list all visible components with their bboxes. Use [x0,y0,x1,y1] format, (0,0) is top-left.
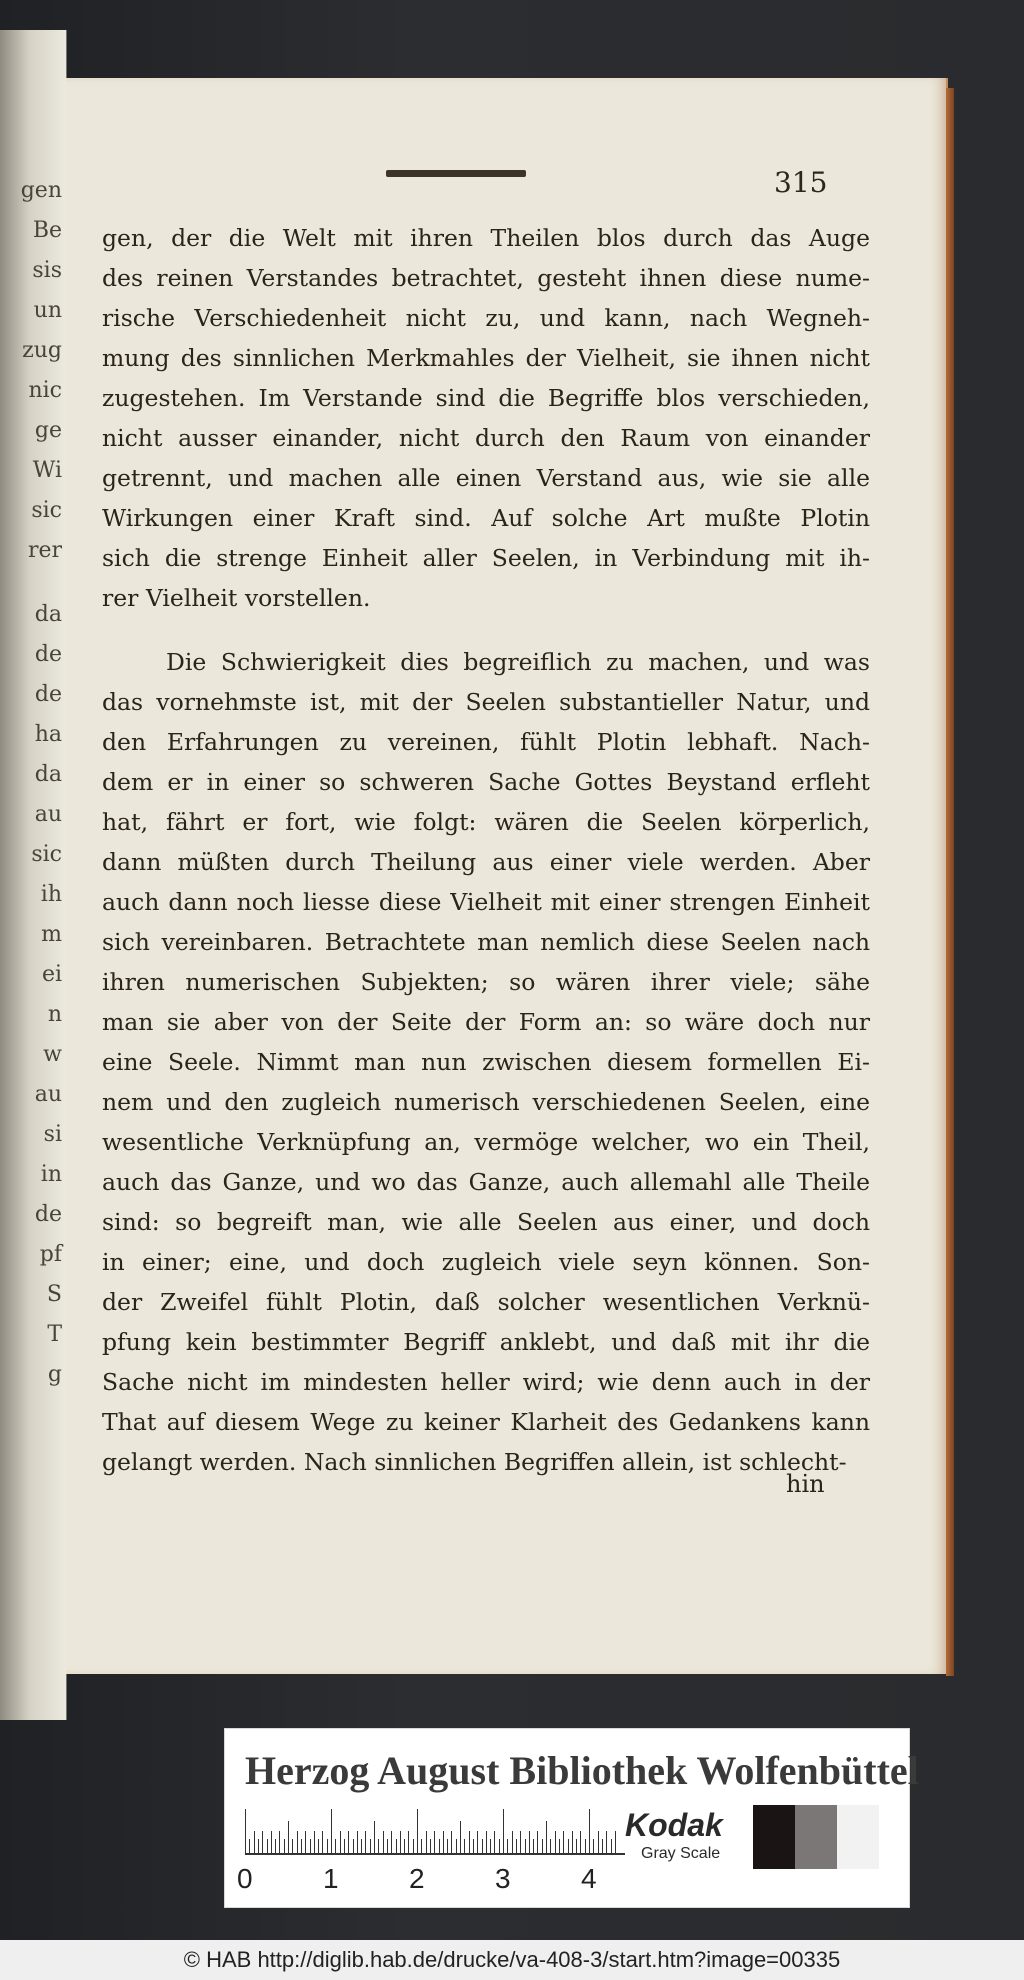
ruler-tick [533,1839,534,1853]
left-page-fragment: sis [32,258,62,283]
scale-ruler [245,1809,625,1855]
ruler-tick [396,1839,397,1853]
ruler-tick [464,1839,465,1853]
ruler-tick [542,1839,543,1853]
gray-patch [753,1805,795,1869]
ruler-tick [340,1831,341,1853]
ruler-tick [288,1821,289,1853]
ruler-tick [585,1839,586,1853]
text-line: der Zweifel fühlt Plotin, daß solcher wesentlichen Verknü- [102,1288,870,1316]
left-page-fragment: un [33,298,62,323]
left-page-fragment: pf [39,1242,62,1267]
ruler-tick [404,1839,405,1853]
text-line: sich die strenge Einheit aller Seelen, in Verbindung mit ih- [102,544,870,572]
text-line: auch das Ganze, und wo das Ganze, auch allemahl alle Theile [102,1168,870,1196]
text-line: man sie aber von der Seite der Form an: so wäre doch nur [102,1008,870,1036]
text-line: das vornehmste ist, mit der Seelen substantieller Natur, und [102,688,870,716]
gray-patch [795,1805,837,1869]
text-line: dem er in einer so schweren Sache Gottes Beystand erfleht [102,768,870,796]
ruler-tick [262,1831,263,1853]
ruler-tick [318,1839,319,1853]
library-name: Herzog August Bibliothek Wolfenbüttel [245,1748,919,1793]
ruler-tick [460,1821,461,1853]
ruler-tick [537,1831,538,1853]
ruler-tick [486,1831,487,1853]
ruler-tick [258,1839,259,1853]
left-page-fragment: m [41,922,62,947]
color-ruler-card [224,1728,919,1908]
ruler-tick [473,1839,474,1853]
ruler-tick [383,1831,384,1853]
ruler-tick [357,1831,358,1853]
ruler-tick [284,1839,285,1853]
ruler-tick [292,1839,293,1853]
left-page-fragment: ge [34,418,62,443]
ruler-tick [447,1839,448,1853]
ruler-tick [602,1839,603,1853]
ruler-tick [310,1839,311,1853]
ruler-tick [490,1839,491,1853]
ruler-tick [400,1831,401,1853]
text-line: auch dann noch liesse diese Vielheit mit einer strengen Einheit [102,888,870,916]
ruler-tick [249,1839,250,1853]
left-page-fragment: de [34,1202,62,1227]
gray-scale-patches [753,1805,881,1869]
text-line: That auf diesem Wege zu keiner Klarheit des Gedankens kann [102,1408,870,1436]
left-page-fragment: ha [34,722,62,747]
ruler-tick [550,1839,551,1853]
ruler-tick [572,1831,573,1853]
ruler-tick [593,1839,594,1853]
text-line: Sache nicht im mindesten heller wird; wie denn auch in der [102,1368,870,1396]
left-page-fragment: sic [31,498,62,523]
ruler-tick [525,1839,526,1853]
left-page-fragment: rer [27,538,62,563]
text-line: getrennt, und machen alle einen Verstand aus, wie sie alle [102,464,870,492]
ruler-tick [361,1839,362,1853]
text-line: den Erfahrungen zu vereinen, fühlt Plotin lebhaft. Nach- [102,728,870,756]
ruler-tick [426,1831,427,1853]
body-text [102,218,870,1482]
ruler-tick [451,1831,452,1853]
ruler-tick [391,1831,392,1853]
ruler-tick [430,1839,431,1853]
ruler-tick [275,1839,276,1853]
ruler-tick [327,1839,328,1853]
catchword: hin [786,1470,825,1498]
ruler-number: 2 [409,1863,425,1894]
ruler-number: 1 [323,1863,339,1894]
left-page-edge [0,30,67,1720]
ruler-tick [529,1831,530,1853]
left-page-fragment: sic [31,842,62,867]
text-line: sind: so begreift man, wie alle Seelen aus einer, und doch [102,1208,870,1236]
ruler-tick [477,1831,478,1853]
left-page-fragment: da [34,602,62,627]
ruler-tick [421,1839,422,1853]
ruler-tick [370,1839,371,1853]
ruler-tick [245,1809,246,1853]
ruler-tick [387,1839,388,1853]
ruler-tick [314,1831,315,1853]
page-edge [946,88,954,1676]
text-line: gen, der die Welt mit ihren Theilen blos durch das Auge [102,224,870,252]
left-page-fragment: de [34,682,62,707]
ruler-tick [580,1831,581,1853]
source-link[interactable]: © HAB http://diglib.hab.de/drucke/va-408-3/start.htm?image=00335 [183,1947,841,1972]
ruler-tick [267,1839,268,1853]
ruler-number: 0 [237,1863,253,1894]
ruler-tick [365,1831,366,1853]
footer-bar [0,1940,1024,1980]
ruler-tick [408,1831,409,1853]
ruler-tick [546,1821,547,1853]
left-page-fragment: w [43,1042,62,1067]
ruler-tick [469,1831,470,1853]
text-line: gelangt werden. Nach sinnlichen Begriffen allein, ist schlecht- [102,1448,847,1476]
left-page-fragment: au [34,802,62,827]
ruler-tick [335,1839,336,1853]
text-line: rer Vielheit vorstellen. [102,584,371,612]
ruler-tick [271,1831,272,1853]
ruler-tick [555,1831,556,1853]
text-line: ihren numerischen Subjekten; so wären ihrer viele; sähe [102,968,870,996]
text-line: Die Schwierigkeit dies begreiflich zu machen, und was [166,648,870,676]
ruler-tick [503,1809,504,1853]
ruler-tick [417,1809,418,1853]
left-page-fragment: zug [22,338,62,363]
left-page-fragment: au [34,1082,62,1107]
ruler-tick [615,1831,616,1853]
ruler-tick [482,1839,483,1853]
gray-patch [837,1805,879,1869]
ruler-tick [439,1839,440,1853]
text-line: in einer; eine, und doch zugleich viele seyn können. Son- [102,1248,870,1276]
ruler-tick [520,1831,521,1853]
text-line: dann müßten durch Theilung aus einer viele werden. Aber [102,848,870,876]
text-line: Wirkungen einer Kraft sind. Auf solche Art mußte Plotin [102,504,870,532]
left-page-fragment: ih [40,882,62,907]
ruler-tick [297,1831,298,1853]
left-page-fragment: T [47,1322,62,1347]
ruler-tick [512,1831,513,1853]
ruler-tick [443,1831,444,1853]
ruler-number: 3 [495,1863,511,1894]
ruler-tick [568,1839,569,1853]
text-line: rische Verschiedenheit nicht zu, und kann, nach Wegneh- [102,304,870,332]
ruler-tick [507,1839,508,1853]
text-line: zugestehen. Im Verstande sind die Begriffe blos verschieden, [102,384,870,412]
left-page-fragment: gen [20,178,62,203]
ruler-number: 4 [581,1863,597,1894]
ruler-tick [456,1839,457,1853]
ruler-tick [348,1831,349,1853]
ruler-tick [611,1839,612,1853]
ruler-tick [413,1839,414,1853]
paragraph-gap [102,618,870,642]
ruler-tick [598,1831,599,1853]
ruler-tick [254,1831,255,1853]
ruler-tick [301,1839,302,1853]
ruler-tick [279,1831,280,1853]
book-page [66,78,946,1674]
text-line: eine Seele. Nimmt man nun zwischen diesem formellen Ei- [102,1048,870,1076]
ruler-tick [378,1839,379,1853]
left-page-fragment: g [47,1362,62,1387]
left-page-fragment: S [46,1282,62,1307]
ruler-tick [344,1839,345,1853]
left-page-fragment: de [34,642,62,667]
ruler-tick [322,1831,323,1853]
ruler-tick [353,1839,354,1853]
left-page-fragment: Wi [32,458,62,483]
left-page-fragment: ei [41,962,62,987]
ruler-tick [305,1831,306,1853]
kodak-logo: Kodak [625,1807,723,1843]
left-page-fragment: da [34,762,62,787]
left-page-fragment: in [40,1162,62,1187]
left-page-fragment: nic [28,378,62,403]
text-line: nicht ausser einander, nicht durch den Raum von einander [102,424,870,452]
text-line: hat, fährt er fort, wie folgt: wären die Seelen körperlich, [102,808,870,836]
text-line: mung des sinnlichen Merkmahles der Vielheit, sie ihnen nicht [102,344,870,372]
header-rule [386,170,526,177]
ruler-tick [589,1809,590,1853]
ruler-tick [606,1831,607,1853]
ruler-tick [434,1831,435,1853]
text-line: pfung kein bestimmter Begriff anklebt, und daß mit ihr die [102,1328,870,1356]
ruler-tick [516,1839,517,1853]
ruler-tick [563,1831,564,1853]
ruler-tick [331,1809,332,1853]
left-page-fragment: si [43,1122,62,1147]
text-line: nem und den zugleich numerisch verschiedenen Seelen, eine [102,1088,870,1116]
text-line: des reinen Verstandes betrachtet, gesteht ihnen diese nume- [102,264,870,292]
left-page-fragment: n [47,1002,62,1027]
text-line: sich vereinbaren. Betrachtete man nemlich diese Seelen nach [102,928,870,956]
page-number: 315 [774,166,828,199]
text-line: wesentliche Verknüpfung an, vermöge welcher, wo ein Theil, [102,1128,870,1156]
left-page-text-strip [0,30,66,1720]
ruler-tick [494,1831,495,1853]
gray-scale-label: Gray Scale [641,1845,721,1862]
ruler-tick [499,1839,500,1853]
ruler-tick [559,1839,560,1853]
ruler-tick [374,1821,375,1853]
ruler-tick [576,1839,577,1853]
left-page-fragment: Be [32,218,62,243]
